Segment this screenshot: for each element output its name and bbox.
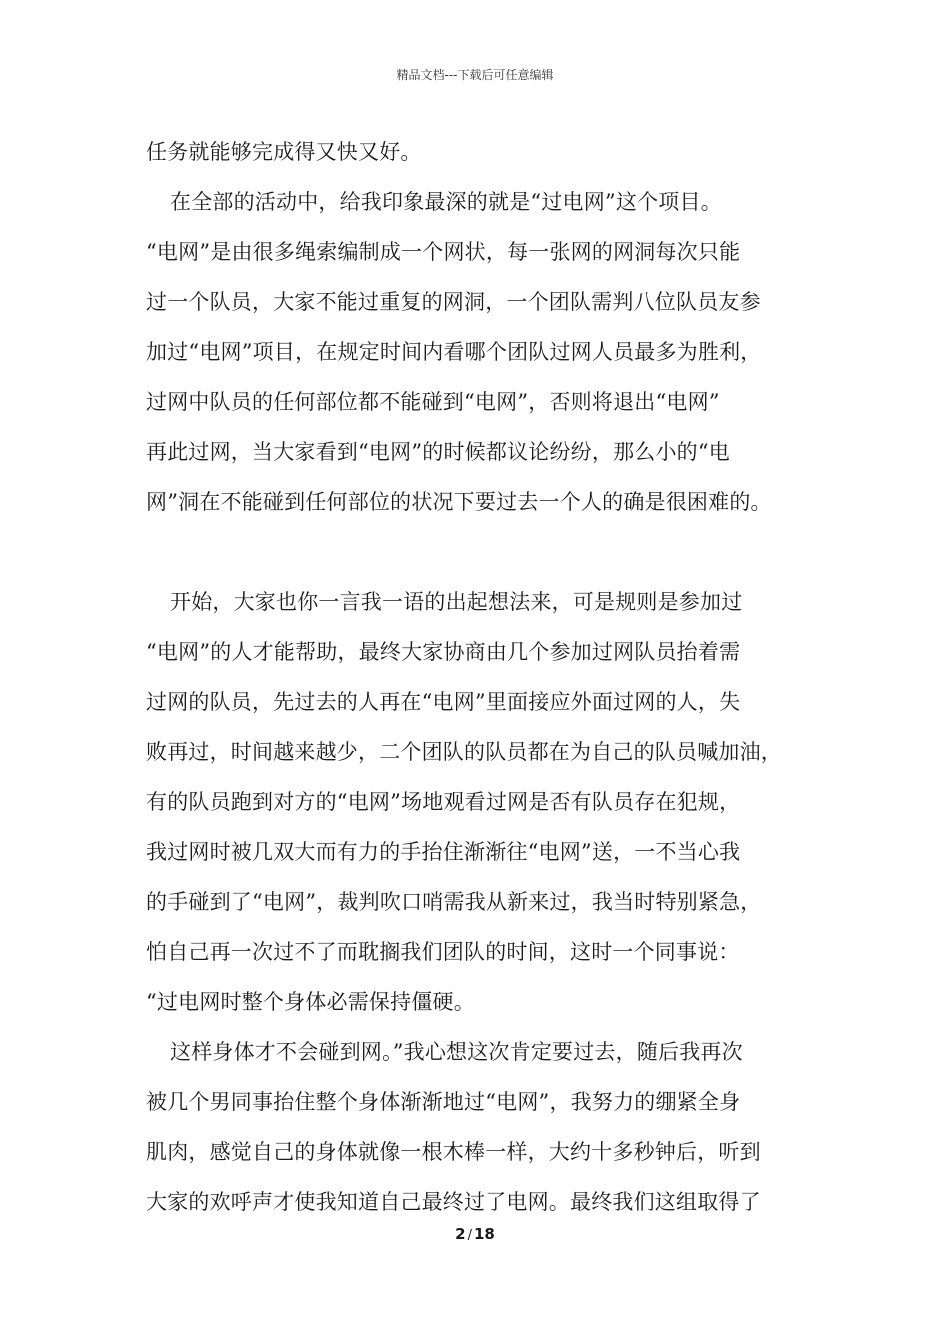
paragraph-line: 的手碰到了“电网”，裁判吹口哨需我从新来过，我当时特别紧急， [146, 890, 762, 914]
paragraph-line: 在全部的活动中，给我印象最深的就是“过电网”这个项目。 [170, 190, 722, 214]
paragraph-line: 败再过，时间越来越少，二个团队的队员都在为自己的队员喊加油， [146, 740, 782, 764]
current-page: 2 [455, 1225, 466, 1243]
paragraph-line: 有的队员跑到对方的“电网”场地观看过网是否有队员存在犯规， [146, 790, 741, 814]
paragraph-line: 过网的队员，先过去的人再在“电网”里面接应外面过网的人，失 [146, 690, 741, 714]
paragraph-line: 网”洞在不能碰到任何部位的状况下要过去一个人的确是很困难的。 [146, 490, 772, 514]
paragraph-line: “过电网时整个身体必需保持僵硬。 [146, 990, 475, 1014]
document-body [146, 127, 826, 1227]
paragraph-line: 肌肉，感觉自己的身体就像一根木棒一样，大约十多秒钟后，听到 [146, 1140, 761, 1164]
paragraph-line: 过网中队员的任何部位都不能碰到“电网”，否则将退出“电网” [146, 390, 720, 414]
paragraph-line: 开始，大家也你一言我一语的出起想法来，可是规则是参加过 [170, 590, 743, 614]
paragraph-line: 被几个男同事抬住整个身体渐渐地过“电网”，我努力的绷紧全身 [146, 1090, 741, 1114]
paragraph-line: 加过“电网”项目，在规定时间内看哪个团队过网人员最多为胜利， [146, 340, 762, 364]
paragraph-line: 这样身体才不会碰到网。”我心想这次肯定要过去，随后我再次 [170, 1040, 743, 1064]
paragraph-line: “电网”是由很多绳索编制成一个网状，每一张网的网洞每次只能 [146, 240, 741, 264]
paragraph-line: 大家的欢呼声才使我知道自己最终过了电网。最终我们这组取得了 [146, 1190, 761, 1214]
paragraph-line: “电网”的人才能帮助，最终大家协商由几个参加过网队员抬着需 [146, 640, 741, 664]
page-number [0, 1225, 950, 1243]
paragraph-line: 我过网时被几双大而有力的手抬住渐渐往“电网”送，一不当心我 [146, 840, 741, 864]
paragraph-line: 任务就能够完成得又快又好。 [146, 140, 422, 164]
paragraph-line: 再此过网，当大家看到“电网”的时候都议论纷纷，那么小的“电 [146, 440, 731, 464]
total-pages: 18 [473, 1225, 495, 1243]
paragraph-line: 怕自己再一次过不了而耽搁我们团队的时间，这时一个同事说： [146, 940, 740, 964]
page-separator: / [467, 1228, 472, 1243]
paragraph-spacer [146, 527, 826, 577]
paragraph-line: 过一个队员，大家不能过重复的网洞，一个团队需判八位队员友参 [146, 290, 761, 314]
document-header: 精品文档---下载后可任意编辑 [396, 68, 554, 82]
